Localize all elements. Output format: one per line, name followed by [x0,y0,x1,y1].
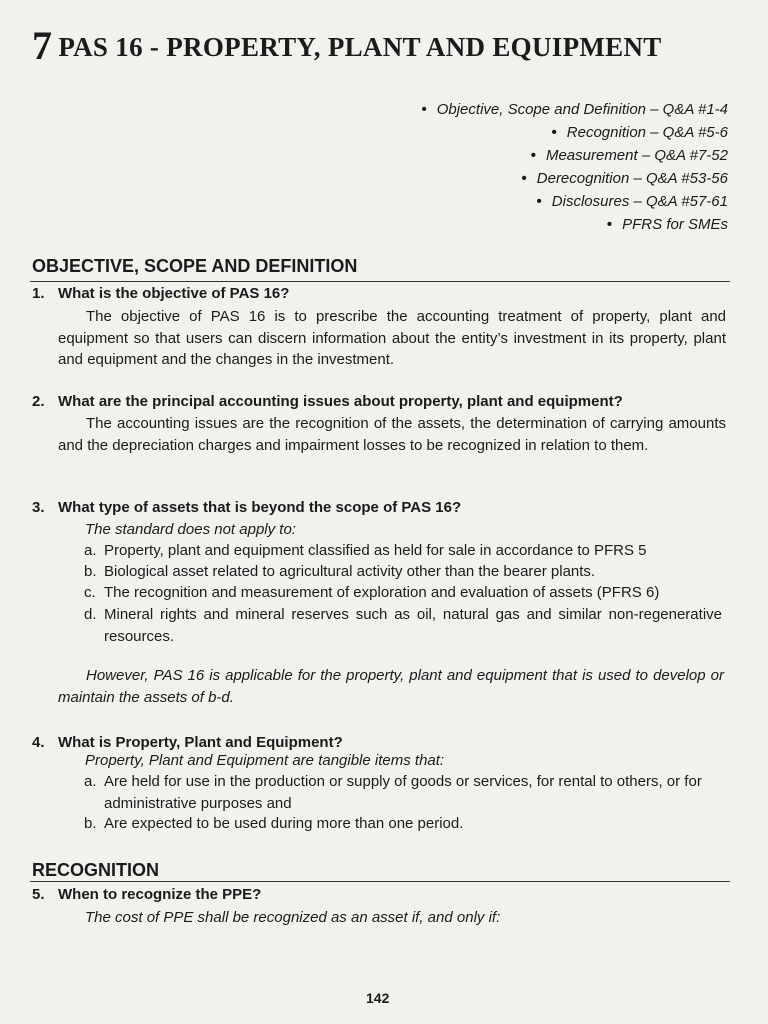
bullet-icon: • [606,216,613,233]
question-4: 4. What is Property, Plant and Equipment? [32,734,343,751]
question-1: 1. What is the objective of PAS 16? [32,285,290,302]
list-item: a. Are held for use in the production or supply of goods or services, for rental to others, or for administrative purposes and [84,773,702,812]
toc-item: • Measurement – Q&A #7-52 [530,147,728,164]
bullet-icon: • [536,193,542,210]
bullet-icon: • [421,101,427,118]
toc-item: • Objective, Scope and Definition – Q&A #1-4 [421,101,728,118]
question-3-note: However, PAS 16 is applicable for the property, plant and equipment that is used to develop or maintain the assets of b-d. [58,667,724,706]
question-5-intro: The cost of PPE shall be recognized as an asset if, and only if: [85,909,501,926]
bullet-icon: • [521,170,527,187]
question-5: 5. When to recognize the PPE? [32,886,262,903]
toc-item: • PFRS for SMEs [606,216,728,233]
question-2: 2. What are the principal accounting issues about property, plant and equipment? [32,393,623,410]
chapter-title: PAS 16 - PROPERTY, PLANT AND EQUIPMENT [58,32,662,62]
question-3: 3. What type of assets that is beyond the scope of PAS 16? [32,499,462,516]
toc-item: • Disclosures – Q&A #57-61 [536,193,728,210]
bullet-icon: • [551,124,557,141]
bullet-icon: • [530,147,536,164]
section-divider [30,881,730,882]
question-3-intro: The standard does not apply to: [85,521,296,538]
list-item: b. Are expected to be used during more than one period. [84,815,464,832]
list-item: c. The recognition and measurement of exploration and evaluation of assets (PFRS 6) [84,584,660,601]
question-4-intro: Property, Plant and Equipment are tangible items that: [85,752,445,769]
chapter-number: 7 [32,23,53,68]
answer-2: The accounting issues are the recognition of the assets, the determination of carrying amounts and the depreciation charges and impairment losses to be recognized in relation to them. [58,415,726,454]
toc-item: • Derecognition – Q&A #53-56 [521,170,728,187]
list-item: a. Property, plant and equipment classified as held for sale in accordance to PFRS 5 [84,542,647,559]
toc-item: • Recognition – Q&A #5-6 [551,124,728,141]
page-number: 142 [366,990,390,1006]
answer-1: The objective of PAS 16 is to prescribe the accounting treatment of property, plant and equipment so that users can discern information about the entity’s investment in its property, plant and equipment and the changes in the investment. [58,308,726,368]
list-item: b. Biological asset related to agricultural activity other than the bearer plants. [84,563,596,580]
chapter-heading [32,22,662,69]
chapter-contents [421,98,728,236]
section-heading-recognition: RECOGNITION [32,860,160,880]
list-item: d. Mineral rights and mineral reserves such as oil, natural gas and similar non-regenerative resources. [84,606,722,645]
section-divider [30,281,730,282]
section-heading-objective: OBJECTIVE, SCOPE AND DEFINITION [32,256,358,276]
